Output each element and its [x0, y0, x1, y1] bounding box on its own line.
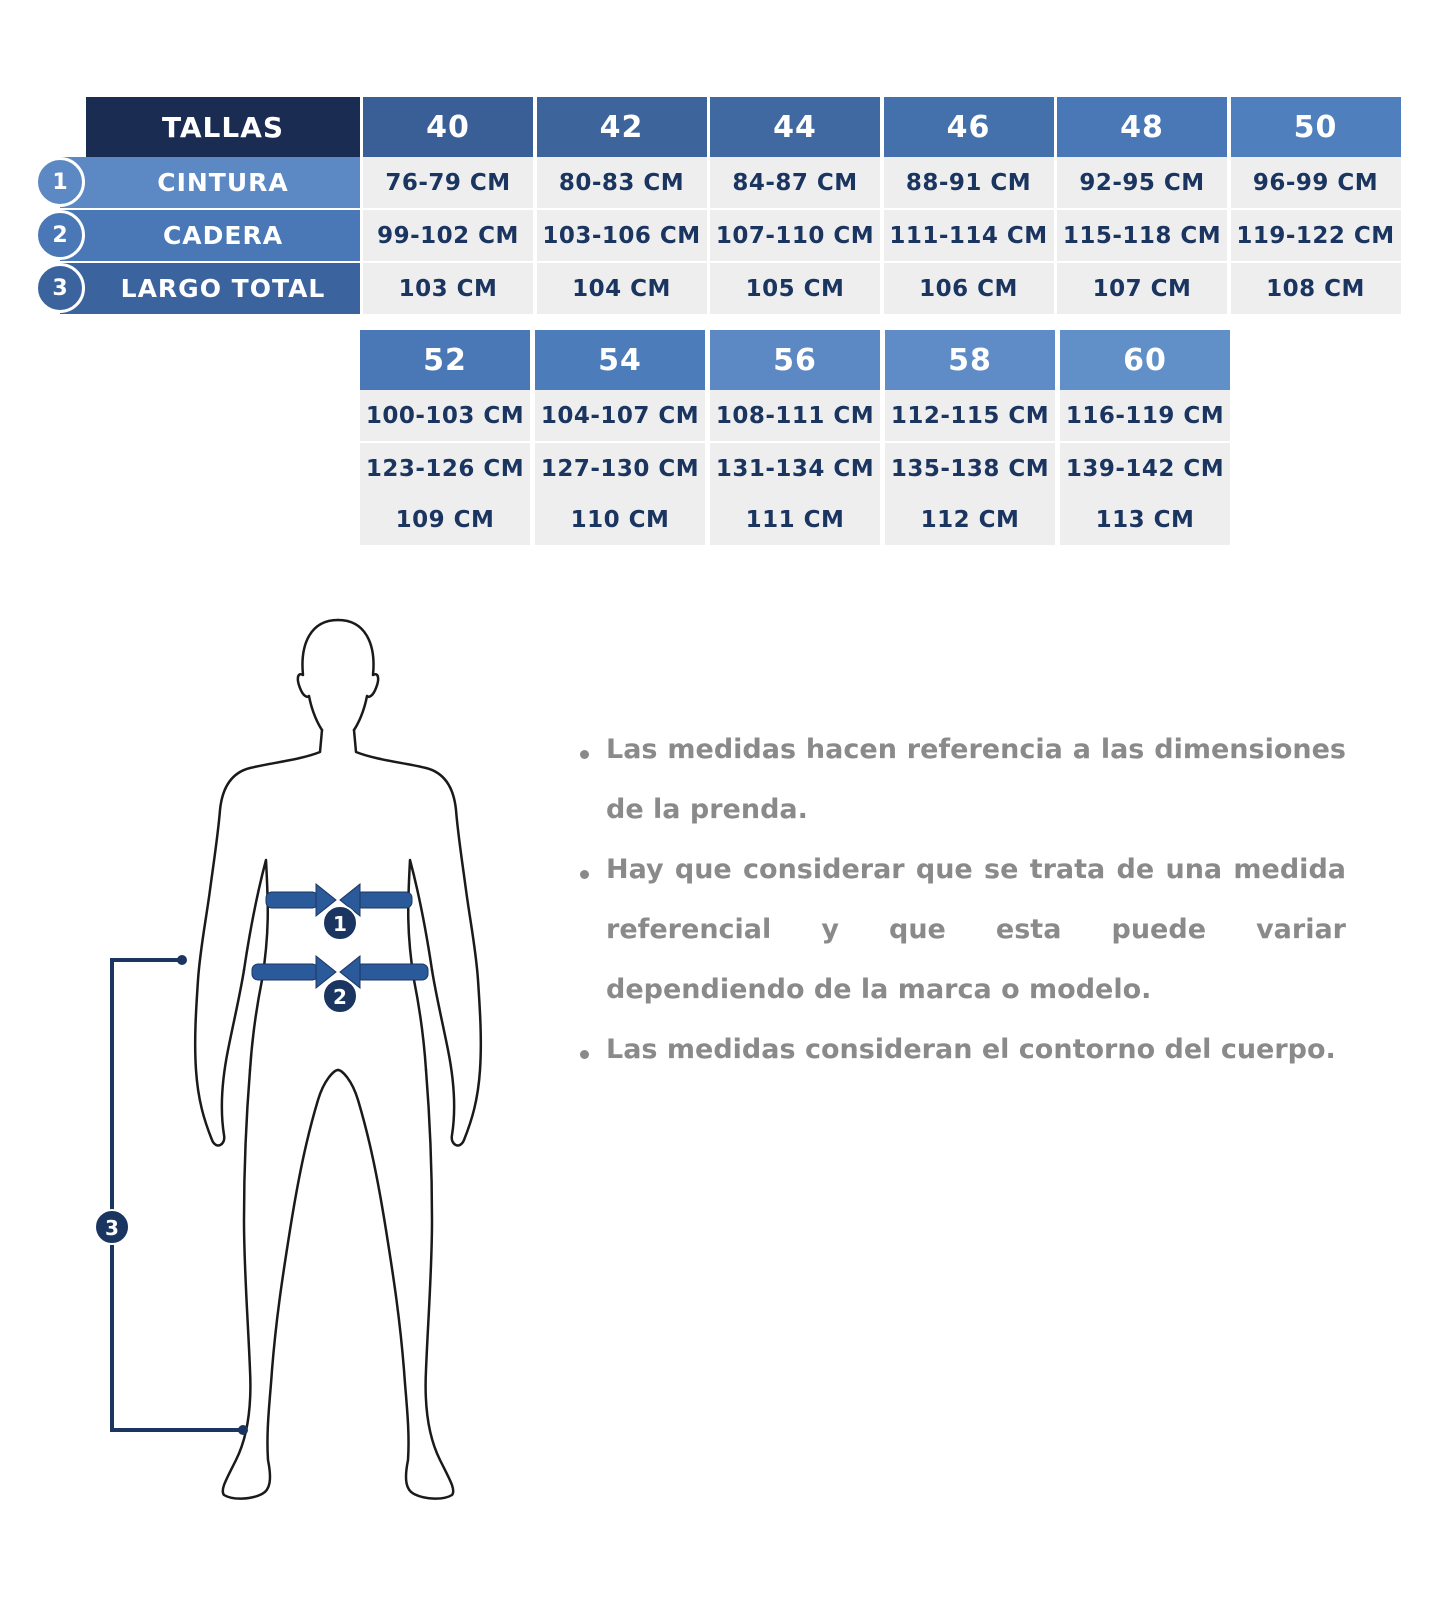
cell-cintura-40: 76-79 CM	[363, 157, 533, 208]
size-header-48: 48	[1057, 97, 1227, 157]
cell-cadera-60: 139-142 CM	[1060, 443, 1230, 494]
cell-largo-48: 107 CM	[1057, 263, 1227, 314]
note-2: Hay que considerar que se trata de una medida referencial y que esta puede variar dependiendo de la marca o modelo.	[576, 840, 1346, 1020]
size-header-46: 46	[884, 97, 1054, 157]
size-header-52: 52	[360, 330, 530, 390]
cell-cintura-60: 116-119 CM	[1060, 390, 1230, 441]
cell-cintura-44: 84-87 CM	[710, 157, 880, 208]
note-3: Las medidas consideran el contorno del cuerpo.	[576, 1020, 1346, 1080]
cell-cintura-54: 104-107 CM	[535, 390, 705, 441]
cell-cadera-42: 103-106 CM	[537, 210, 707, 261]
figure-head	[298, 620, 338, 730]
cell-cintura-56: 108-111 CM	[710, 390, 880, 441]
row-number-2: 2	[35, 210, 85, 260]
size-header-40: 40	[363, 97, 533, 157]
svg-text:1: 1	[333, 912, 347, 936]
svg-text:2: 2	[333, 985, 347, 1009]
cell-cadera-48: 115-118 CM	[1057, 210, 1227, 261]
cell-cadera-54: 127-130 CM	[535, 443, 705, 494]
cell-largo-44: 105 CM	[710, 263, 880, 314]
cell-cadera-40: 99-102 CM	[363, 210, 533, 261]
size-header-60: 60	[1060, 330, 1230, 390]
body-figure	[0, 600, 560, 1570]
marker-1	[323, 906, 357, 940]
cell-cintura-50: 96-99 CM	[1231, 157, 1401, 208]
cell-cadera-58: 135-138 CM	[885, 443, 1055, 494]
cell-cintura-46: 88-91 CM	[884, 157, 1054, 208]
size-header-42: 42	[537, 97, 707, 157]
note-1: Las medidas hacen referencia a las dimensiones de la prenda.	[576, 720, 1346, 840]
tallas-header: TALLAS	[86, 97, 360, 157]
cell-largo-50: 108 CM	[1231, 263, 1401, 314]
cell-cadera-44: 107-110 CM	[710, 210, 880, 261]
size-header-58: 58	[885, 330, 1055, 390]
cell-cadera-56: 131-134 CM	[710, 443, 880, 494]
cell-cintura-58: 112-115 CM	[885, 390, 1055, 441]
cell-cadera-52: 123-126 CM	[360, 443, 530, 494]
cell-largo-40: 103 CM	[363, 263, 533, 314]
cell-cintura-42: 80-83 CM	[537, 157, 707, 208]
cell-largo-46: 106 CM	[884, 263, 1054, 314]
cell-cadera-50: 119-122 CM	[1231, 210, 1401, 261]
size-header-54: 54	[535, 330, 705, 390]
cell-largo-42: 104 CM	[537, 263, 707, 314]
row-label-cadera: CADERA	[60, 210, 360, 261]
marker-3	[95, 1210, 129, 1244]
cell-cintura-48: 92-95 CM	[1057, 157, 1227, 208]
size-header-50: 50	[1231, 97, 1401, 157]
cell-cintura-52: 100-103 CM	[360, 390, 530, 441]
cell-largo-60: 113 CM	[1060, 494, 1230, 545]
size-header-44: 44	[710, 97, 880, 157]
cell-largo-52: 109 CM	[360, 494, 530, 545]
notes-list	[576, 720, 1346, 1080]
svg-text:3: 3	[105, 1216, 119, 1240]
cell-largo-56: 111 CM	[710, 494, 880, 545]
row-label-largo-total: LARGO TOTAL	[60, 263, 360, 314]
cell-largo-58: 112 CM	[885, 494, 1055, 545]
marker-2	[323, 979, 357, 1013]
row-label-cintura: CINTURA	[60, 157, 360, 208]
cell-cadera-46: 111-114 CM	[884, 210, 1054, 261]
row-number-1: 1	[35, 157, 85, 207]
cell-largo-54: 110 CM	[535, 494, 705, 545]
size-header-56: 56	[710, 330, 880, 390]
row-number-3: 3	[35, 263, 85, 313]
